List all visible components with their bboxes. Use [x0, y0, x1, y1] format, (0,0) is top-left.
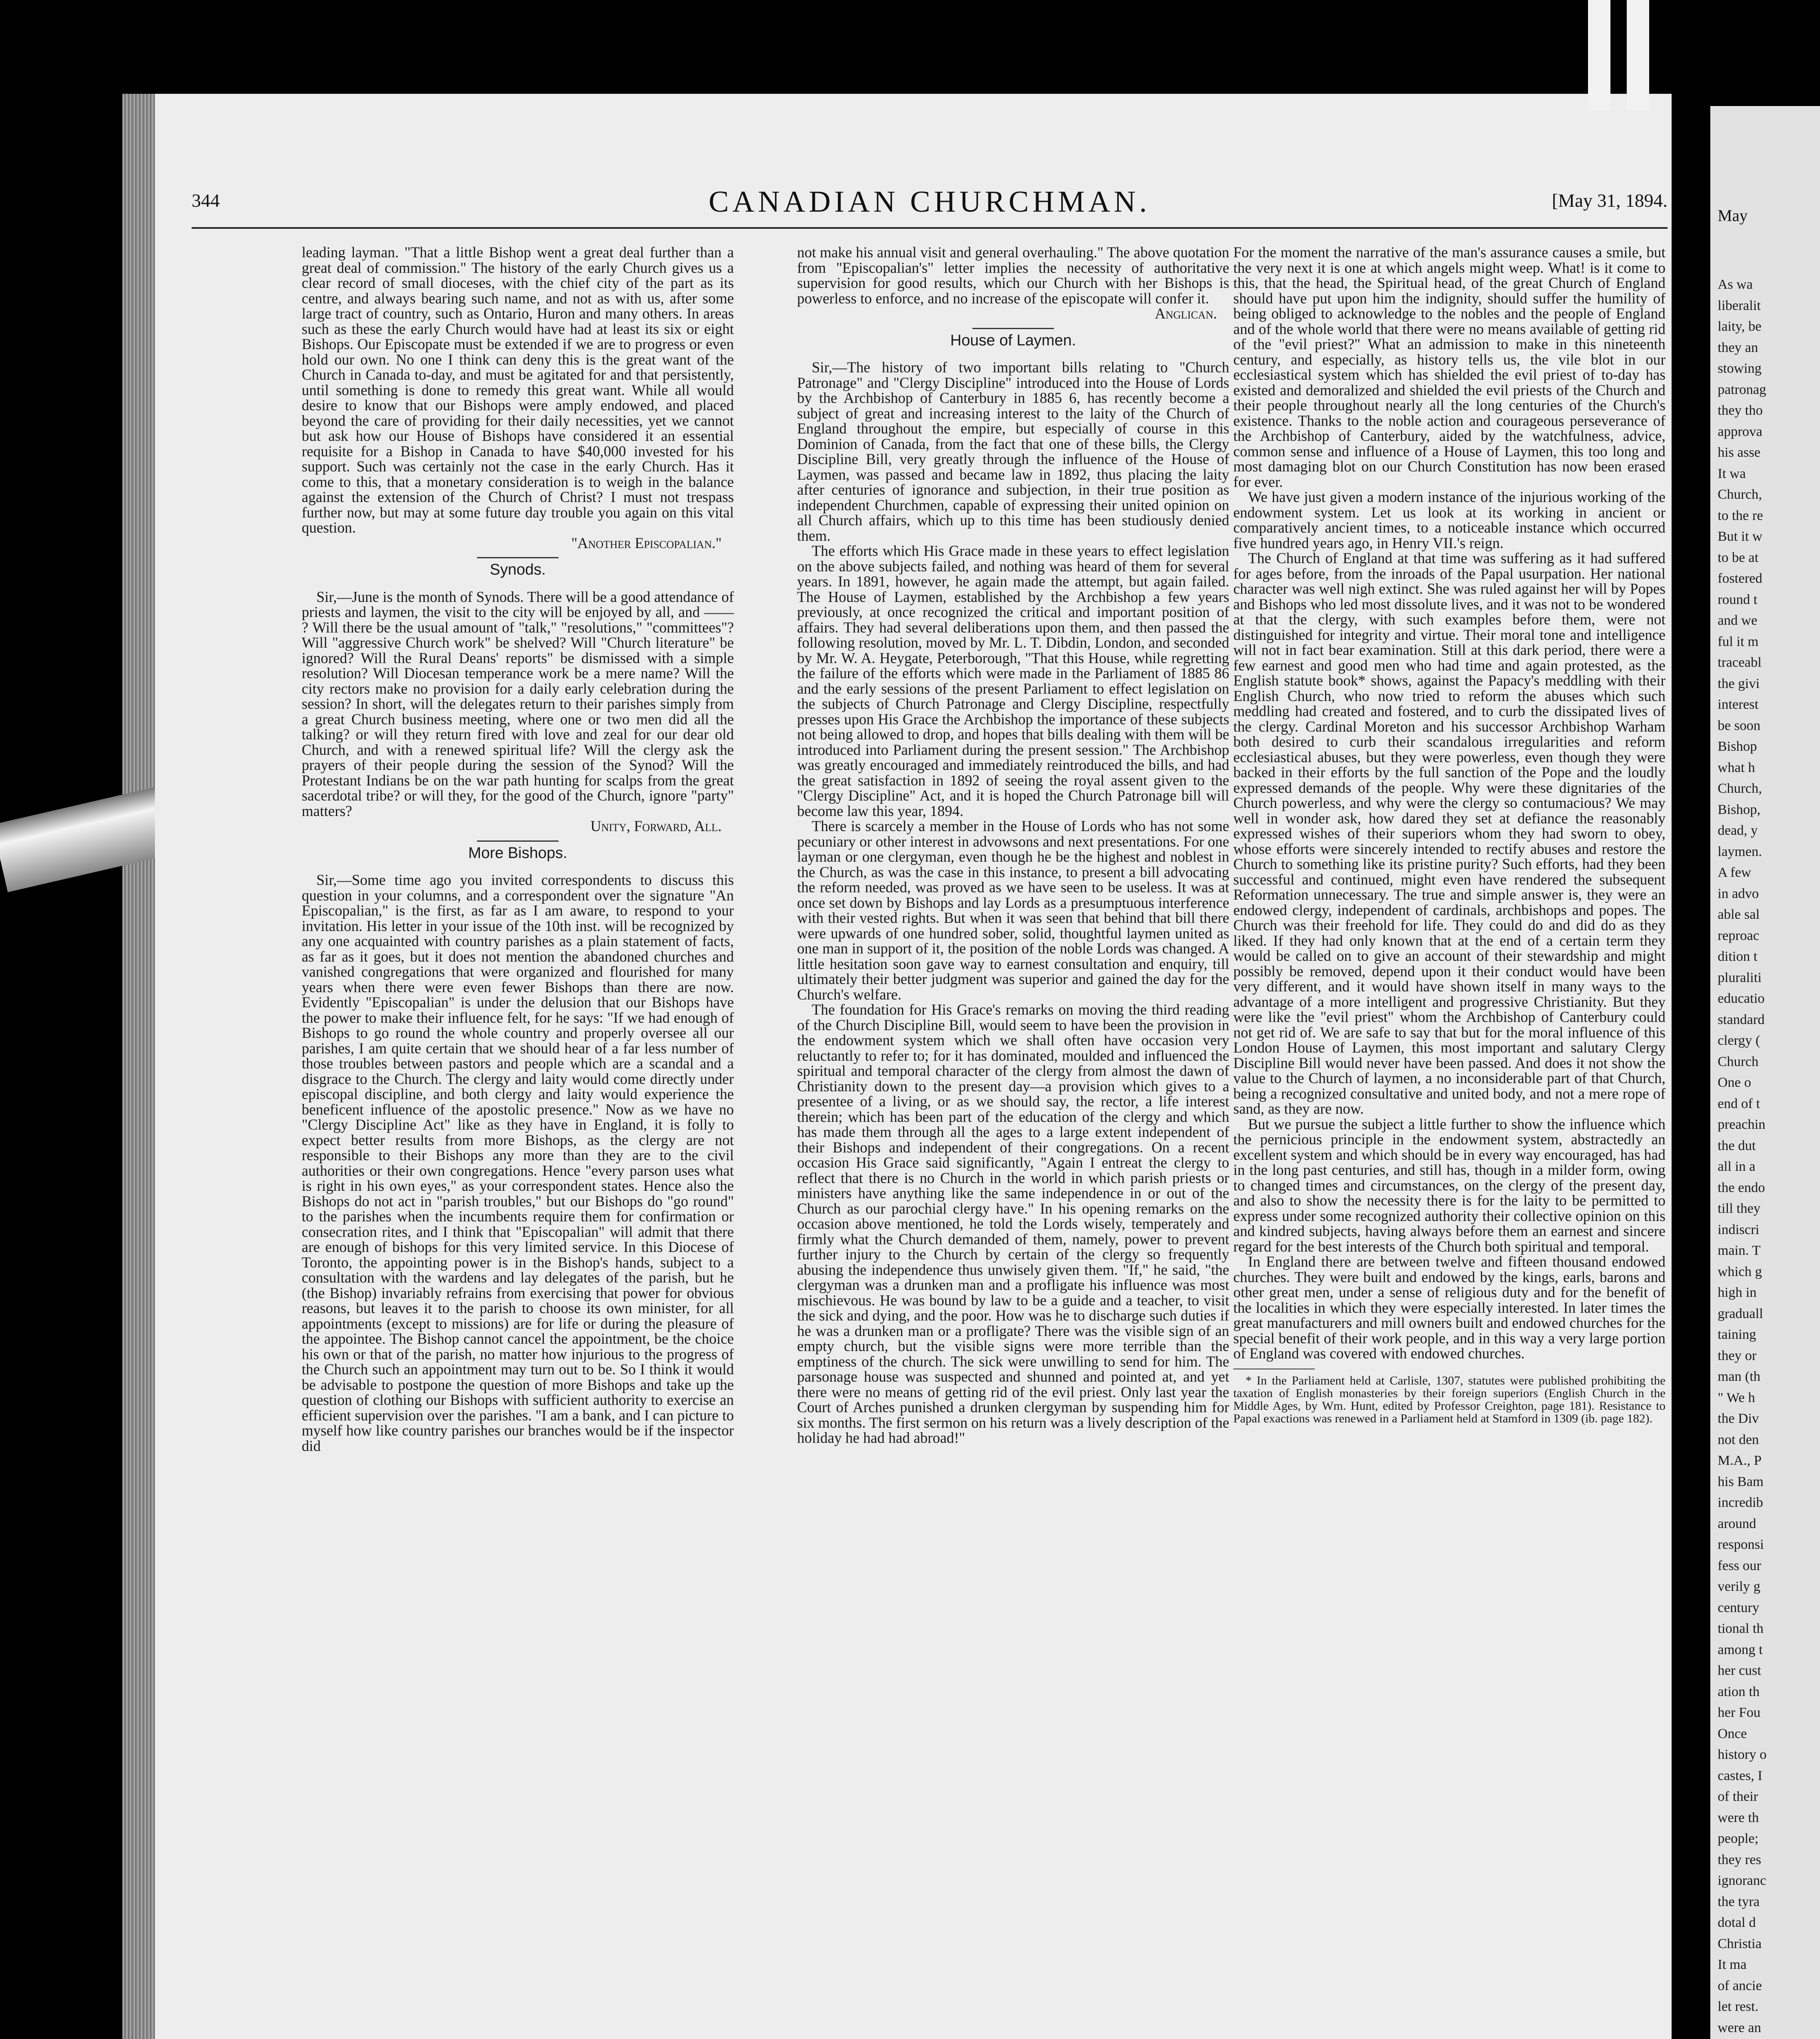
facing-page-line: " We h: [1718, 1390, 1755, 1405]
facing-page-line: Bishop: [1718, 739, 1757, 754]
facing-page-line: responsi: [1718, 1537, 1764, 1552]
facing-page-line: the givi: [1718, 676, 1760, 691]
facing-page-line: be soon: [1718, 718, 1760, 733]
section-divider: [477, 557, 559, 558]
facing-page-line: his asse: [1718, 445, 1760, 460]
facing-page-line: incredib: [1718, 1495, 1763, 1510]
facing-page-line: verily g: [1718, 1579, 1760, 1594]
section-divider: [972, 328, 1054, 329]
facing-page-line: standard: [1718, 1012, 1765, 1027]
facing-page-line: man (th: [1718, 1369, 1760, 1384]
column-1: [302, 245, 734, 1453]
facing-page-line: not den: [1718, 1432, 1759, 1447]
facing-page-line: stowing: [1718, 361, 1762, 376]
facing-page-line: they an: [1718, 340, 1758, 355]
facing-page-line: ful it m: [1718, 634, 1759, 649]
facing-page-line: till they: [1718, 1201, 1760, 1216]
facing-page-line: the Div: [1718, 1411, 1759, 1426]
synods-heading: Synods.: [490, 561, 546, 578]
facing-page-lines: [1710, 274, 1820, 2039]
scanner-mark: [1588, 0, 1610, 110]
facing-page-line: they tho: [1718, 403, 1763, 418]
facing-page-line: castes, I: [1718, 1768, 1763, 1783]
facing-page-line: his Bam: [1718, 1474, 1764, 1489]
laymen-paragraph: There is scarcely a member in the House of Lords who has not some pecuniary or other interest in advowsons and next presentations. For one layman or one clergyman, even though he be the highest and noblest in the Church, as was the case in this instance, to present a bill advocating the reform needed, was proved as we have seen to be useless. It was at once set down by Bishops and lay Lords as a presumptuous interference with their vested rights. But when it was seen that behind that bill there were upwards of one hundred sober, solid, thoughtful laymen united as one man in support of it, the position of the noble Lords was changed. A little hesitation soon gave way to earnest consultation and enquiry, till ultimately their better judgment was superior and gained the day for the Church's welfare.: [797, 818, 1229, 1003]
letter-continuation: not make his annual visit and general overhauling." The above quotation from "Episcopalian's" letter implies the necessity of authoritative supervision for good results, which our Church with her Bishops is powerless to enforce, and no increase of the episcopate will confer it.: [797, 244, 1229, 307]
facing-page-line: high in: [1718, 1285, 1757, 1300]
facing-page-line: approva: [1718, 424, 1763, 439]
facing-page-line: fess our: [1718, 1558, 1761, 1573]
facing-page-line: Church,: [1718, 781, 1762, 796]
letter-signature: Anglican.: [1155, 305, 1217, 322]
facing-page-line: century: [1718, 1600, 1759, 1615]
facing-page-line: let rest.: [1718, 1999, 1759, 2014]
facing-page-line: they or: [1718, 1348, 1757, 1363]
laymen-paragraph: Sir,—The history of two important bills relating to "Church Patronage" and "Clergy Discipline" introduced into the House of Lords by the Archbishop of Canterbury in 1885 6, has recently become a subject of great and increasing interest to the laity of the Church of England throughout the empire, but especially of course in this Dominion of Canada, from the fact that one of these bills, the Clergy Discipline Bill, very greatly through the influence of the House of Laymen, was passed and became law in 1892, thus placing the laity after centuries of ignorance and subjection, in their true position as independent Churchmen, capable of expressing their united opinion on all Church affairs, which up to this time has been studiously denied them.: [797, 359, 1229, 544]
facing-page-line: It ma: [1718, 1957, 1747, 1972]
facing-page-line: laymen.: [1718, 844, 1762, 859]
column-2: [797, 245, 1229, 1446]
facing-page-line: her Fou: [1718, 1705, 1760, 1720]
facing-page-line: A few: [1718, 865, 1752, 880]
facing-page-line: able sal: [1718, 907, 1760, 922]
facing-page-line: were an: [1718, 2020, 1761, 2035]
facing-page-line: As wa: [1718, 277, 1753, 292]
house-of-laymen-heading: House of Laymen.: [950, 332, 1076, 349]
footnote: * In the Parliament held at Carlisle, 1307, statutes were published prohibiting the taxation of English monasteries by their foreign superiors (English Church in the Middle Ages, by Wm. Hunt, edited by Professor Creighton, page 181). Resistance to Papal exactions was renewed in a Parliament held at Stamford in 1309 (ib. page 182).: [1233, 1373, 1665, 1425]
facing-page-line: Bishop,: [1718, 802, 1760, 817]
facing-page-line: dead, y: [1718, 823, 1758, 838]
facing-page-line: preachin: [1718, 1117, 1766, 1132]
scanner-mark: [1627, 0, 1649, 110]
facing-page-line: main. T: [1718, 1243, 1761, 1258]
facing-page-line: to be at: [1718, 550, 1759, 565]
facing-page-line: pluraliti: [1718, 970, 1762, 985]
laymen-paragraph: We have just given a modern instance of the injurious working of the endowment system. Let us look at its working in ancient or comparatively ancient times, to a noticeable instance which occurred five hundred years ago, in Henry VII.'s reign.: [1233, 489, 1665, 551]
facing-page-line: tional th: [1718, 1621, 1764, 1636]
issue-date: [May 31, 1894.: [1552, 190, 1668, 211]
facing-page-edge: [1710, 106, 1820, 2039]
facing-page-line: One o: [1718, 1075, 1752, 1090]
facing-page-line: dition t: [1718, 949, 1758, 964]
facing-page-line: reproac: [1718, 928, 1759, 943]
more-bishops-letter: Sir,—Some time ago you invited correspondents to discuss this question in your columns, and a correspondent over the signature "An Episcopalian," is the first, as far as I am aware, to respond to your invitation. His letter in your issue of the 10th inst. will be recognized by any one acquainted with country parishes as a plain statement of facts, as far as it goes, but it does not mention the abandoned churches and vanished congregations that were organized and flourished for many years when there were even fewer Bishops than there are now. Evidently "Episcopalian" is under the delusion that our Bishops have the power to make their influence felt, for he says: "If we had enough of Bishops to go round the whole country and properly oversee all our parishes, I am quite certain that we should hear of a far less number of those troubles between pastors and people which are a scandal and a disgrace to the Church. The clergy and laity would come directly under episcopal discipline, and both clergy and laity would experience the beneficent influence of the apostolic presence." Now as we have no "Clergy Discipline Act" like as they have in England, it is folly to expect better results from more Bishops, as the clergy are not responsible to their Bishops any more than they are to the civil authorities or their own congregations. Hence "every parson uses what is right in his own eyes," as your correspondent states. Hence also the Bishops do not act in "parish troubles," but our Bishops do "go round" to the parishes when the incumbents require them for confirmation or consecration rites, and I think that "Episcopalian" will admit that there are enough of bishops for this very limited service. In this Diocese of Toronto, the appointing power is in the Bishop's hands, subject to a consultation with the wardens and lay delegates of the parish, but he (the Bishop) invariably refrains from exercising that power for obvious reasons, but leaves it to the parish to choose its own minister, for all appointments (except to missions) are for life or during the pleasure of the appointee. The Bishop cannot cancel the appointment, be the choice his own or that of the parish, no matter how injurious to the progress of the Church such an appointment may turn out to be. So I think it would be advisable to postpone the question of more Bishops and take up the question of clothing our Bishops with sufficient authority to exercise an efficient supervision over the parishes. "I am a bank, and I can picture to myself how like country parishes our branches would be if the inspector did: [302, 871, 734, 1454]
laymen-paragraph: The Church of England at that time was suffering as it had suffered for ages before, from the inroads of the Papal usurpation. Her national character was well nigh extinct. She was ruled against her will by Popes and Bishops who led most dissolute lives, and it was not to be wondered at that the clergy, with such examples before them, were not distinguished for integrity and virtue. Their moral tone and intelligence will not in fact bear examination. Still at this dark period, there were a few earnest and good men who had time and again protested, as the English statute book* shows, against the Papacy's meddling with their English Church, who now tried to reform the abuses which such meddling had created and fostered, and to curb the dissipated lives of the clergy. Cardinal Moreton and his successor Archbishop Warham both desired to curb their scandalous irregularities and reform ecclesiastical abuses, but they were powerless, even though they were backed in their efforts by the full sanction of the Pope and the loudly expressed demands of the people. Why were these dignitaries of the Church powerless, and why were the clergy so contumacious? We may well in wonder ask, how dared they set at defiance the reasonably expressed wishes of their superiors whom they had sworn to obey, whose efforts were sincerely intended to rectify abuses and restore the Church to something like its pristine purity? Such efforts, had they been successful and continued, might even have rendered the subsequent Reformation unnecessary. The true and simple answer is, they were an endowed clergy, independent of cardinals, archbishops and popes. The Church was their freehold for life. They could do and did do as they liked. If they had only known that at the end of a certain term they would be called on to give an account of their stewardship and might possibly be removed, depend upon it their conduct would have been very different, and it would have shown itself in many ways to the advantage of a more intelligent and progressive Christianity. But they were like the "evil priest" whom the Archbishop of Canterbury could not get rid of. We are safe to say that but for the moral influence of this London House of Laymen, this most important and salutary Clergy Discipline Bill would never have been passed. And does it not show the value to the Church of laymen, a no inconsiderable part of that Church, being a recognized consultative and united body, and not a mere rope of sand, as they are now.: [1233, 550, 1665, 1117]
facing-page-line: and we: [1718, 613, 1758, 628]
laymen-paragraph: In England there are between twelve and fifteen thousand endowed churches. They were built and endowed by the kings, earls, barons and other great men, under a sense of religious duty and for the benefit of the localities in which they were especially interested. In later times the great manufacturers and mill owners built and endowed churches for the special benefit of their work people, and in this way a very large portion of England was covered with endowed churches.: [1233, 1253, 1665, 1362]
letter-signature: "Another Episcopalian.": [571, 534, 722, 551]
facing-page-line: history o: [1718, 1747, 1767, 1762]
synods-signature: Unity, Forward, All.: [590, 818, 722, 834]
page-header: [192, 185, 1668, 219]
facing-page-line: which g: [1718, 1264, 1762, 1279]
facing-page-line: traceabl: [1718, 655, 1762, 670]
facing-page-line: M.A., P: [1718, 1453, 1762, 1468]
book-page-edges: [122, 94, 159, 2039]
facing-page-line: among t: [1718, 1642, 1763, 1657]
facing-page-line: graduall: [1718, 1306, 1763, 1321]
facing-page-line: fostered: [1718, 571, 1763, 586]
facing-page-line: interest: [1718, 697, 1759, 712]
facing-page-line: ation th: [1718, 1684, 1760, 1699]
facing-page-line: Church,: [1718, 487, 1762, 502]
synods-letter: Sir,—June is the month of Synods. There will be a good attendance of priests and laymen, the visit to the city will be enjoyed by all, and —— ? Will there be the usual amount of "talk," "resolutions," "committees"? Will "aggressive Church work" be shelved? Will "Church literature" be ignored? Will the Rural Deans' reports" be dismissed with a simple resolution? Will Diocesan temperance work be a mere name? Will the city rectors make no provision for a daily early celebration during the session? In short, will the delegates return to their parishes simply from a great Church business meeting, where one or two men did all the talking? or will they return fired with love and zeal for our dear old Church, and with a renewed spiritual life? Will the clergy ask the prayers of their people during the session of the Synod? Will the Protestant Indians be on the war path hunting for scalps from the great sacerdotal tribe? or will they, for the good of the Church, ignore "party" matters?: [302, 588, 734, 819]
header-rule: [192, 227, 1668, 229]
facing-page-line: end of t: [1718, 1096, 1760, 1111]
facing-page-line: in advo: [1718, 886, 1759, 901]
facing-page-line: Church: [1718, 1054, 1759, 1069]
facing-page-line: Christia: [1718, 1936, 1762, 1951]
facing-page-line: around: [1718, 1516, 1756, 1531]
facing-page-line: But it w: [1718, 529, 1763, 544]
facing-page-line: to the re: [1718, 508, 1763, 523]
facing-page-line: laity, be: [1718, 319, 1762, 334]
facing-page-line: dotal d: [1718, 1915, 1756, 1930]
facing-page-line: were th: [1718, 1810, 1759, 1825]
laymen-paragraph: The efforts which His Grace made in these years to effect legislation on the above subjects failed, and nothing was heard of them for several years. In 1891, however, he again made the attempt, but again failed. The House of Laymen, established by the Archbishop a few years previously, at once recognized the critical and important position of affairs. They had several deliberations upon them, and then passed the following resolution, moved by Mr. L. T. Dibdin, London, and seconded by Mr. W. A. Heygate, Peterborough, "That this House, while regretting the failure of the efforts which were made in the Parliament of 1885 86 and the early sessions of the present Parliament to effect legislation on the subjects of Church Patronage and Clergy Discipline, respectfully presses upon His Grace the Archbishop the importance of these subjects not being allowed to drop, and hopes that bills dealing with them will be introduced into Parliament during the present session." The Archbishop was greatly encouraged and immediately reintroduced the bills, and had the great satisfaction in 1892 of seeing the royal assent given to the "Clergy Discipline" Act, and it is hoped the Church Patronage bill will become law this year, 1894.: [797, 542, 1229, 819]
facing-page-line: of their: [1718, 1789, 1758, 1804]
facing-page-line: liberalit: [1718, 298, 1761, 313]
facing-page-line: her cust: [1718, 1663, 1761, 1678]
laymen-paragraph: For the moment the narrative of the man's assurance causes a smile, but the very next it is one at which angels might weep. What! is it come to this, that the head, the Spiritual head, of the great Church of England should have put upon him the indignity, should suffer the humility of being obliged to acknowledge to the nobles and the people of England and of the whole world that there were no means available of getting rid of the "evil priest?" What an admission to make in this nineteenth century, and especially, as history tells us, the vile blot in our ecclesiastical system which has shielded the evil priest of to-day has existed and demoralized and shielded the evil priests of the Church and their people throughout nearly all the long centuries of the Church's existence. Thanks to the noble action and courageous perseverance of the Archbishop of Canterbury, aided by the watchfulness, advice, common sense and influence of a House of Laymen, this too long and most damaging blot on our Church Constitution has now been erased for ever.: [1233, 244, 1665, 490]
letter-continuation: leading layman. "That a little Bishop went a great deal further than a great deal of commission." The history of the early Church gives us a clear record of small dioceses, with the chief city of the part as its centre, and always bearing such name, and not as with us, after some large tract of country, such as Ontario, Huron and many others. In areas such as these the early Church would have had at least its six or eight Bishops. Our Episcopate must be extended if we are to progress or even hold our own. No one I think can deny this is the great want of the Church in Canada to-day, and must be agitated for and that persistently, until something is done to remedy this great want. While all would desire to know that our Bishops were amply endowed, and placed beyond the care of providing for their daily necessities, yet we cannot but ask how our House of Bishops have considered it an essential requisite for a Bishop in Canada to have $40,000 invested for his support. Such was certainly not the case in the early Church. Has it come to this, that a monetary consideration is to weigh in the balance against the extension of the Church of Christ? I must not trespass further now, but may at some future day trouble you again on this vital question.: [302, 244, 734, 536]
facing-page-line: all in a: [1718, 1159, 1756, 1174]
facing-page-line: they res: [1718, 1852, 1761, 1867]
facing-page-line: clergy (: [1718, 1033, 1760, 1048]
laymen-paragraph: But we pursue the subject a little further to show the influence which the pernicious principle in the endowment system, abstractedly an excellent system and which should be in every way encouraged, has had in the long past centuries, and still has, though in a milder form, owing to changed times and circumstances, on the clergy of the present day, and also to show the necessity there is for the laity to be permitted to express under some recognized authority their collective opinion on this and kindred subjects, having always before them an earnest and sincere regard for the best interests of the Church both spiritual and temporal.: [1233, 1115, 1665, 1255]
facing-page-line: It wa: [1718, 466, 1746, 481]
facing-page-line: the dut: [1718, 1138, 1756, 1153]
more-bishops-heading: More Bishops.: [468, 844, 568, 862]
facing-page-line: ignoranc: [1718, 1873, 1766, 1888]
facing-page-header: May: [1718, 206, 1748, 225]
facing-page-line: round t: [1718, 592, 1758, 607]
facing-page-line: the endo: [1718, 1180, 1765, 1195]
facing-page-line: taining: [1718, 1327, 1756, 1342]
facing-page-line: what h: [1718, 760, 1755, 775]
facing-page-line: Once: [1718, 1726, 1747, 1741]
facing-page-line: people;: [1718, 1831, 1759, 1846]
page-number: 344: [192, 190, 220, 211]
laymen-paragraph: The foundation for His Grace's remarks on moving the third reading of the Church Discipline Bill, would seem to have been the provision in the endowment system which we shall often have occasion very reluctantly to refer to; for it has dominated, moulded and influenced the spiritual and temporal character of the clergy from almost the dawn of Christianity down to the present day—a provision which gives to a presentee of a living, or as we should say, the rector, a life interest therein; which has been part of the education of the clergy and which has made them through all the ages to a large extent independent of their Bishops and independent of their congregations. On a recent occasion His Grace said significantly, "Again I entreat the clergy to reflect that there is no Church in the world in which parish priests or ministers have anything like the same independence in or out of the Church as our parochial clergy have." In his opening remarks on the occasion above mentioned, he told the Lords wisely, temperately and firmly what the Church demanded of them, namely, power to prevent further injury to the Church by certain of the clergy so frequently abusing the independence thus unwisely given them. "If," he said, "the clergyman was a drunken man and a profligate his influence was most mischievous. He was bound by law to be a guide and a teacher, to visit the sick and dying, and the poor. How was he to discharge such duties if he was a drunken man or a profligate? There was the visible sign of an empty church, but the visible signs were more terrible than the emptiness of the church. The sick were unwilling to send for him. The parsonage house was suspected and shunned and pointed at, and yet there were no means of getting rid of the evil priest. Only last year the Court of Arches punished a drunken clergyman by suspending him for six months. The first sermon on his return was a lively description of the holiday he had had abroad!": [797, 1001, 1229, 1446]
facing-page-line: of ancie: [1718, 1978, 1762, 1993]
facing-page-line: indiscri: [1718, 1222, 1759, 1237]
facing-page-line: patronag: [1718, 382, 1766, 397]
section-divider: [477, 840, 559, 842]
facing-page-line: the tyra: [1718, 1894, 1760, 1909]
facing-page-line: educatio: [1718, 991, 1765, 1006]
column-3: [1233, 245, 1665, 1425]
journal-title: CANADIAN CHURCHMAN.: [709, 185, 1151, 219]
